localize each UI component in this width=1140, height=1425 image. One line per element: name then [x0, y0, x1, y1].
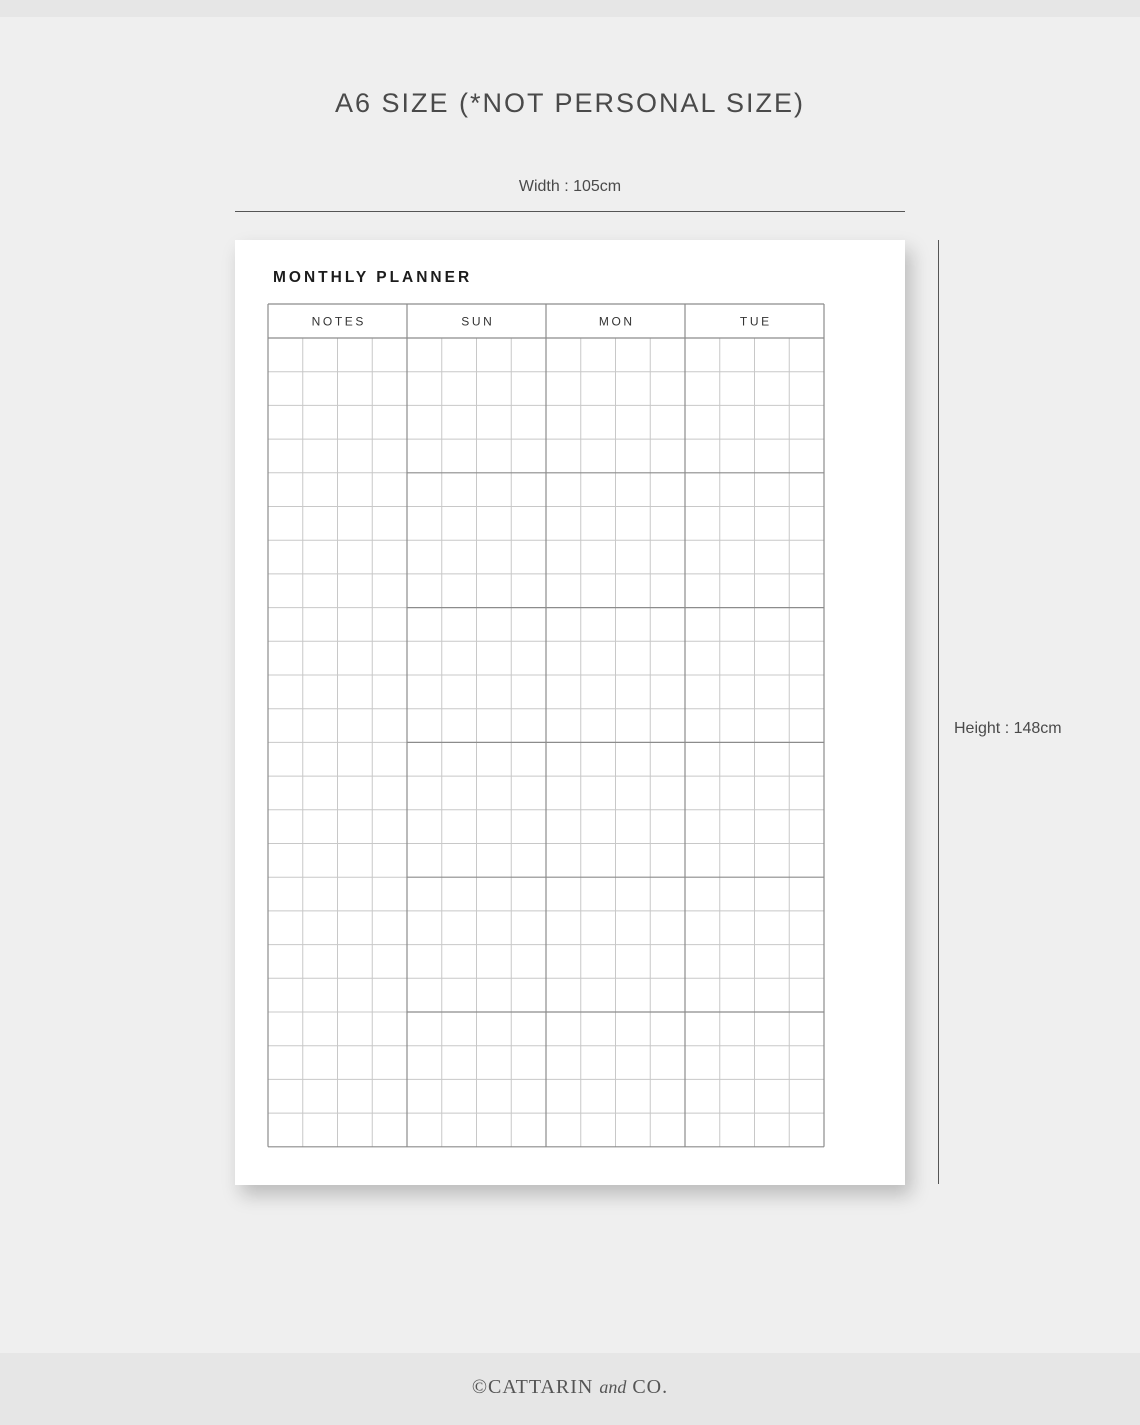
planner-page: [235, 240, 905, 1185]
column-header-notes: NOTES: [311, 314, 366, 329]
brand-part-1: ©CATTARIN: [471, 1376, 600, 1398]
column-header-sun: SUN: [461, 314, 495, 329]
page-heading: A6 SIZE (*NOT PERSONAL SIZE): [334, 88, 806, 118]
footer-brand: [0, 1376, 1140, 1399]
width-dimension-line: [235, 211, 905, 212]
brand-and: and: [599, 1377, 627, 1397]
width-label: Width : 105cm: [518, 178, 622, 195]
planner-grid: [235, 240, 905, 1185]
column-header-tue: TUE: [739, 314, 772, 329]
height-label: Height : 148cm: [954, 720, 1062, 737]
height-dimension-line: [938, 240, 939, 1184]
top-strip: [0, 0, 1140, 17]
column-header-mon: MON: [598, 314, 635, 329]
brand-part-2: CO.: [626, 1376, 669, 1398]
planner-title: MONTHLY PLANNER: [273, 269, 473, 286]
